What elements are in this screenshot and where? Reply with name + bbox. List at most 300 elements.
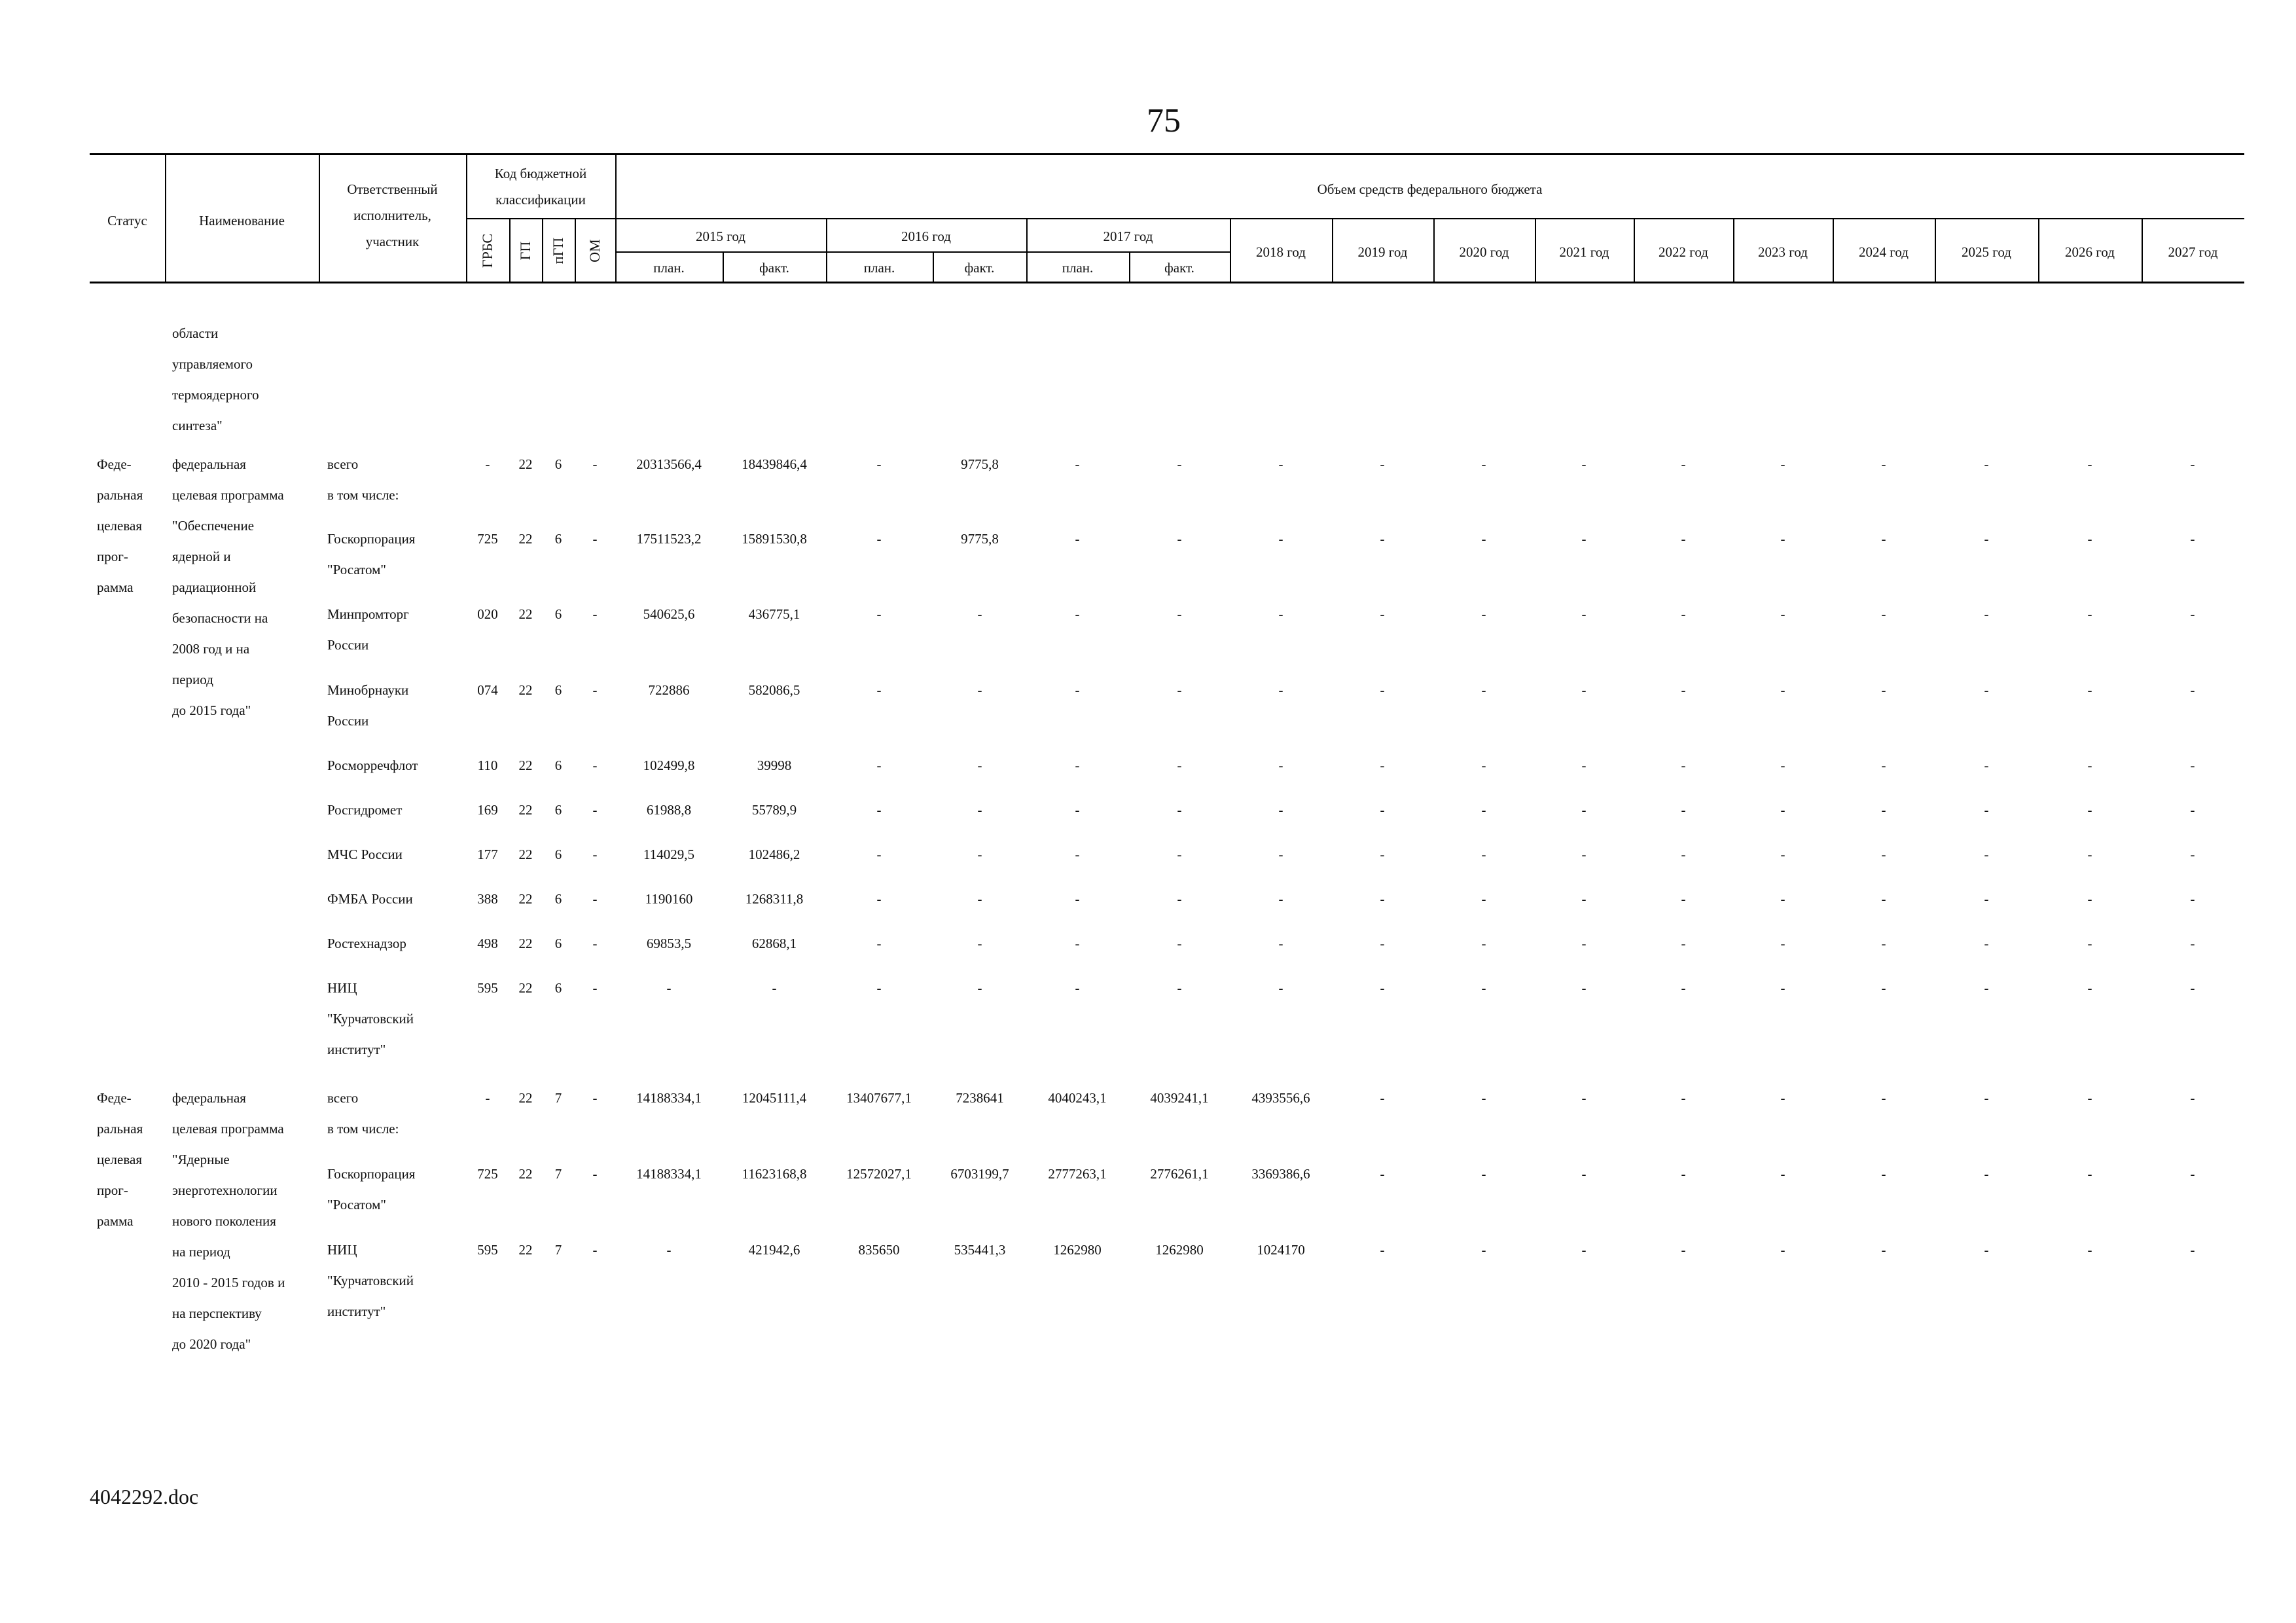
row-value: - (977, 757, 982, 773)
row-value: - (1581, 1090, 1587, 1106)
volume-header-divider (615, 218, 2244, 219)
row-value: - (1177, 757, 1182, 773)
row-value: - (1075, 606, 1080, 622)
row-value: - (2087, 891, 2092, 907)
row-value: - (1278, 682, 1283, 698)
row-value: - (2190, 682, 2195, 698)
row-value: - (1881, 980, 1886, 996)
row-code-pgp: 6 (554, 891, 562, 907)
row-value: - (1075, 936, 1080, 951)
row-value: - (1177, 847, 1182, 862)
row-value: 62868,1 (751, 936, 797, 951)
row-value: 421942,6 (748, 1242, 800, 1258)
header-volume: Объем средств федерального бюджета (1317, 181, 1543, 197)
row-value: - (1481, 1166, 1486, 1182)
row-code-om: - (592, 757, 598, 773)
row-value: - (1481, 1090, 1486, 1106)
row-value: 722886 (648, 682, 690, 698)
row-value: - (1780, 1166, 1785, 1182)
program-name: федеральная целевая программа "Ядерные энерготехнологии нового поколения на период 2010 - 2015 годов и на перспективу до 2020 года" (172, 1090, 285, 1352)
row-value: - (1881, 531, 1886, 547)
row-code-om: - (592, 606, 598, 622)
row-code-pgp: 6 (554, 847, 562, 862)
row-value: - (1177, 456, 1182, 472)
row-value: - (1278, 936, 1283, 951)
row-participant: Росгидромет (327, 802, 403, 818)
row-value: - (1780, 531, 1785, 547)
row-value: - (1380, 1090, 1385, 1106)
row-code-om: - (592, 802, 598, 818)
header-year-2025: 2025 год (1962, 244, 2011, 260)
row-value: 11623168,8 (742, 1166, 807, 1182)
row-value: - (2087, 847, 2092, 862)
row-participant: ФМБА России (327, 891, 413, 907)
row-value: - (1481, 891, 1486, 907)
row-value: - (1581, 980, 1587, 996)
row-value: - (1984, 456, 1989, 472)
row-value: - (1984, 980, 1989, 996)
row-value: 1268311,8 (745, 891, 804, 907)
row-value: - (1780, 802, 1785, 818)
row-value: - (1177, 606, 1182, 622)
row-value: - (876, 456, 882, 472)
row-value: - (1984, 606, 1989, 622)
row-value: 12045111,4 (742, 1090, 807, 1106)
header-om: ОМ (586, 239, 603, 263)
row-value: - (977, 802, 982, 818)
header-year-2015: 2015 год (696, 228, 745, 244)
row-value: - (1681, 1242, 1686, 1258)
row-value: - (1681, 936, 1686, 951)
row-value: - (1881, 757, 1886, 773)
row-value: - (2087, 980, 2092, 996)
header-year-2021: 2021 год (1559, 244, 1609, 260)
header-year-2016: 2016 год (901, 228, 951, 244)
row-code-grbs: 498 (477, 936, 498, 951)
row-code-gp: 22 (518, 891, 533, 907)
row-value: - (977, 682, 982, 698)
row-value: - (1780, 456, 1785, 472)
row-value: - (1984, 847, 1989, 862)
row-value: - (1177, 980, 1182, 996)
row-code-grbs: 110 (477, 757, 498, 773)
row-value: - (1681, 1090, 1686, 1106)
row-value: - (1681, 1166, 1686, 1182)
row-participant: Ростехнадзор (327, 936, 406, 951)
row-value: - (1075, 757, 1080, 773)
row-value: - (2190, 891, 2195, 907)
row-value: - (1681, 757, 1686, 773)
row-value: - (2190, 980, 2195, 996)
row-value: - (1481, 606, 1486, 622)
row-value: - (1780, 682, 1785, 698)
row-code-pgp: 6 (554, 757, 562, 773)
header-name: Наименование (199, 213, 285, 228)
row-value: 55789,9 (751, 802, 797, 818)
row-value: - (2190, 802, 2195, 818)
row-value: - (2190, 847, 2195, 862)
row-value: - (876, 757, 882, 773)
row-value: - (876, 606, 882, 622)
row-code-pgp: 7 (554, 1090, 562, 1106)
row-value: 4393556,6 (1251, 1090, 1310, 1106)
row-participant: Минпромторг России (327, 606, 409, 653)
row-value: - (1380, 802, 1385, 818)
row-value: - (1780, 980, 1785, 996)
row-code-pgp: 6 (554, 682, 562, 698)
row-value: - (1075, 980, 1080, 996)
header-year-2019: 2019 год (1357, 244, 1408, 260)
row-value: - (1984, 1242, 1989, 1258)
row-value: - (977, 936, 982, 951)
row-value: - (1278, 802, 1283, 818)
row-code-pgp: 6 (554, 456, 562, 472)
row-value: - (1481, 757, 1486, 773)
row-value: - (1177, 682, 1182, 698)
row-code-pgp: 6 (554, 606, 562, 622)
row-value: - (2087, 682, 2092, 698)
row-code-gp: 22 (518, 1242, 533, 1258)
row-value: 14188334,1 (636, 1166, 702, 1182)
row-code-gp: 22 (518, 936, 533, 951)
col-divider (509, 218, 511, 282)
program-name: федеральная целевая программа "Обеспечение ядерной и радиационной безопасности на 2008 год и на период до 2015 года" (172, 456, 284, 718)
row-code-pgp: 6 (554, 802, 562, 818)
row-value: - (1581, 1242, 1587, 1258)
row-value: 15891530,8 (742, 531, 807, 547)
row-value: - (1681, 847, 1686, 862)
header-pgp: пГП (550, 237, 566, 264)
row-value: - (1380, 936, 1385, 951)
row-value: - (1984, 1166, 1989, 1182)
header-plan: план. (863, 260, 895, 276)
row-value: - (1881, 1090, 1886, 1106)
row-value: - (2190, 456, 2195, 472)
row-value: - (1177, 891, 1182, 907)
row-value: - (1380, 606, 1385, 622)
row-value: 2777263,1 (1048, 1166, 1107, 1182)
row-value: - (2087, 1166, 2092, 1182)
row-value: - (2087, 1090, 2092, 1106)
row-value: 13407677,1 (846, 1090, 912, 1106)
row-value: - (1681, 891, 1686, 907)
row-value: - (1984, 757, 1989, 773)
row-value: - (1481, 980, 1486, 996)
row-code-pgp: 6 (554, 980, 562, 996)
row-value: - (876, 891, 882, 907)
row-value: - (876, 682, 882, 698)
row-value: - (1278, 531, 1283, 547)
row-participant: НИЦ "Курчатовский институт" (327, 980, 414, 1057)
row-value: 4039241,1 (1150, 1090, 1209, 1106)
row-value: 582086,5 (748, 682, 800, 698)
row-code-pgp: 6 (554, 531, 562, 547)
row-value: - (2190, 1090, 2195, 1106)
row-code-pgp: 7 (554, 1166, 562, 1182)
row-value: - (1984, 802, 1989, 818)
row-participant: Госкорпорация "Росатом" (327, 531, 416, 577)
row-code-gp: 22 (518, 606, 533, 622)
row-value: 436775,1 (748, 606, 800, 622)
row-value: - (876, 980, 882, 996)
row-code-om: - (592, 847, 598, 862)
row-value: - (1780, 891, 1785, 907)
row-value: 18439846,4 (742, 456, 807, 472)
header-plan: план. (1062, 260, 1094, 276)
row-value: - (2190, 936, 2195, 951)
row-value: - (1177, 936, 1182, 951)
row-value: - (2190, 606, 2195, 622)
header-year-2022: 2022 год (1659, 244, 1708, 260)
row-value: - (1681, 682, 1686, 698)
row-value: - (1881, 891, 1886, 907)
row-code-grbs: 595 (477, 980, 498, 996)
row-code-grbs: - (485, 1090, 490, 1106)
row-value: - (1380, 891, 1385, 907)
row-value: 12572027,1 (846, 1166, 912, 1182)
header-year-2018: 2018 год (1256, 244, 1306, 260)
row-code-pgp: 7 (554, 1242, 562, 1258)
row-value: - (1278, 757, 1283, 773)
row-value: - (2087, 606, 2092, 622)
code-header-divider (466, 218, 615, 219)
row-value: 1024170 (1257, 1242, 1305, 1258)
row-value: - (1984, 682, 1989, 698)
row-value: 9775,8 (961, 456, 999, 472)
row-code-grbs: 020 (477, 606, 498, 622)
row-code-grbs: 725 (477, 531, 498, 547)
row-value: - (1984, 936, 1989, 951)
row-value: 2776261,1 (1150, 1166, 1209, 1182)
row-value: - (1380, 456, 1385, 472)
row-value: 102486,2 (748, 847, 800, 862)
row-value: - (1881, 606, 1886, 622)
row-value: - (1278, 980, 1283, 996)
row-value: - (1481, 936, 1486, 951)
row-value: - (876, 847, 882, 862)
row-value: - (1984, 531, 1989, 547)
header-grbs: ГРБС (479, 233, 495, 268)
row-code-grbs: - (485, 456, 490, 472)
row-value: - (1075, 847, 1080, 862)
row-value: - (2087, 531, 2092, 547)
row-value: - (2087, 757, 2092, 773)
program-status: Феде- ральная целевая прог- рамма (97, 456, 143, 595)
row-value: - (1581, 936, 1587, 951)
row-value: - (2087, 456, 2092, 472)
row-value: 835650 (858, 1242, 900, 1258)
row-value: - (1780, 936, 1785, 951)
row-value: 69853,5 (646, 936, 692, 951)
row-value: 1262980 (1155, 1242, 1204, 1258)
row-value: - (1581, 802, 1587, 818)
header-year-2024: 2024 год (1859, 244, 1909, 260)
row-value: - (1380, 847, 1385, 862)
row-value: 114029,5 (643, 847, 694, 862)
row-value: 102499,8 (643, 757, 695, 773)
row-participant: Госкорпорация "Росатом" (327, 1166, 416, 1213)
row-value: - (1881, 682, 1886, 698)
row-value: - (1681, 456, 1686, 472)
row-value: 1262980 (1053, 1242, 1102, 1258)
row-value: - (1380, 682, 1385, 698)
row-value: 6703199,7 (950, 1166, 1009, 1182)
header-year-2026: 2026 год (2065, 244, 2115, 260)
row-value: - (1481, 531, 1486, 547)
row-value: - (1481, 802, 1486, 818)
header-bottom-border (90, 282, 2244, 283)
row-value: - (1380, 1242, 1385, 1258)
row-participant: Минобрнауки России (327, 682, 409, 729)
header-fact: факт. (759, 260, 789, 276)
row-value: 9775,8 (961, 531, 999, 547)
header-responsible: Ответственный исполнитель, участник (347, 181, 438, 249)
row-value: - (1881, 802, 1886, 818)
row-value: - (1278, 891, 1283, 907)
row-value: - (876, 531, 882, 547)
page-number: 75 (1147, 102, 1181, 139)
row-value: - (1177, 802, 1182, 818)
row-code-om: - (592, 936, 598, 951)
row-value: - (1984, 891, 1989, 907)
row-value: - (1681, 980, 1686, 996)
row-value: 4040243,1 (1048, 1090, 1107, 1106)
row-code-om: - (592, 531, 598, 547)
header-year-2017: 2017 год (1103, 228, 1153, 244)
header-year-2023: 2023 год (1758, 244, 1808, 260)
row-value: - (1075, 682, 1080, 698)
row-value: - (977, 980, 982, 996)
row-code-gp: 22 (518, 980, 533, 996)
row-code-gp: 22 (518, 847, 533, 862)
row-value: - (1780, 757, 1785, 773)
row-value: - (1780, 1242, 1785, 1258)
row-value: - (1881, 456, 1886, 472)
row-value: - (1278, 847, 1283, 862)
row-value: - (1581, 456, 1587, 472)
row-value: 7238641 (956, 1090, 1004, 1106)
row-code-grbs: 074 (477, 682, 498, 698)
row-code-grbs: 169 (477, 802, 498, 818)
row-value: - (1581, 682, 1587, 698)
header-status: Статус (107, 213, 147, 228)
row-value: - (1780, 1090, 1785, 1106)
row-code-om: - (592, 891, 598, 907)
row-value: - (1881, 847, 1886, 862)
row-value: - (1481, 456, 1486, 472)
row-code-gp: 22 (518, 757, 533, 773)
row-value: - (1581, 847, 1587, 862)
row-value: 535441,3 (954, 1242, 1006, 1258)
row-value: 540625,6 (643, 606, 695, 622)
row-value: - (1581, 891, 1587, 907)
col-divider (542, 218, 543, 282)
header-year-2020: 2020 год (1459, 244, 1509, 260)
header-plan: план. (653, 260, 685, 276)
row-value: 3369386,6 (1251, 1166, 1310, 1182)
row-value: - (1681, 531, 1686, 547)
row-value: - (1581, 757, 1587, 773)
row-value: - (1581, 606, 1587, 622)
row-value: - (1380, 757, 1385, 773)
row-value: - (772, 980, 777, 996)
row-code-om: - (592, 682, 598, 698)
row-value: - (1380, 531, 1385, 547)
row-participant: НИЦ "Курчатовский институт" (327, 1242, 414, 1319)
row-code-om: - (592, 1090, 598, 1106)
col-divider (575, 218, 576, 282)
row-value: - (1581, 1166, 1587, 1182)
row-value: - (1881, 1166, 1886, 1182)
row-value: - (2190, 531, 2195, 547)
row-value: - (1278, 606, 1283, 622)
row-value: - (1075, 531, 1080, 547)
row-code-om: - (592, 1242, 598, 1258)
row-value: - (2190, 1166, 2195, 1182)
row-value: 17511523,2 (636, 531, 702, 547)
row-value: - (1681, 606, 1686, 622)
row-value: - (1481, 847, 1486, 862)
row-value: - (1881, 936, 1886, 951)
row-code-gp: 22 (518, 456, 533, 472)
row-value: - (1881, 1242, 1886, 1258)
header-budget-code: Код бюджетной классификации (494, 166, 587, 208)
row-code-om: - (592, 456, 598, 472)
row-value: - (1984, 1090, 1989, 1106)
row-value: - (1278, 456, 1283, 472)
row-value: 14188334,1 (636, 1090, 702, 1106)
row-value: - (1075, 802, 1080, 818)
row-code-pgp: 6 (554, 936, 562, 951)
row-participant: МЧС России (327, 847, 403, 862)
row-value: - (1780, 847, 1785, 862)
plan-fact-divider (615, 251, 1230, 253)
row-code-grbs: 177 (477, 847, 498, 862)
row-value: - (977, 606, 982, 622)
row-value: - (1380, 980, 1385, 996)
row-value: - (2087, 1242, 2092, 1258)
row-value: - (1075, 456, 1080, 472)
row-code-grbs: 725 (477, 1166, 498, 1182)
row-participant: всего в том числе: (327, 1090, 399, 1137)
row-value: 1190160 (645, 891, 693, 907)
row-code-gp: 22 (518, 531, 533, 547)
row-value: - (1681, 802, 1686, 818)
row-code-grbs: 595 (477, 1242, 498, 1258)
row-code-gp: 22 (518, 682, 533, 698)
row-value: - (1177, 531, 1182, 547)
header-year-2027: 2027 год (2168, 244, 2218, 260)
row-value: - (977, 891, 982, 907)
header-fact: факт. (964, 260, 995, 276)
row-value: 61988,8 (646, 802, 692, 818)
row-participant: всего в том числе: (327, 456, 399, 503)
row-value: 39998 (757, 757, 792, 773)
row-code-gp: 22 (518, 1090, 533, 1106)
header-gp: ГП (517, 241, 533, 261)
row-value: - (2087, 802, 2092, 818)
row-value: - (876, 936, 882, 951)
row-value: - (1581, 531, 1587, 547)
row-code-gp: 22 (518, 802, 533, 818)
row-value: - (666, 1242, 672, 1258)
row-value: - (666, 980, 672, 996)
row-code-om: - (592, 980, 598, 996)
row-value: - (2190, 757, 2195, 773)
row-value: - (1380, 1166, 1385, 1182)
row-code-om: - (592, 1166, 598, 1182)
table-top-border (90, 153, 2244, 155)
